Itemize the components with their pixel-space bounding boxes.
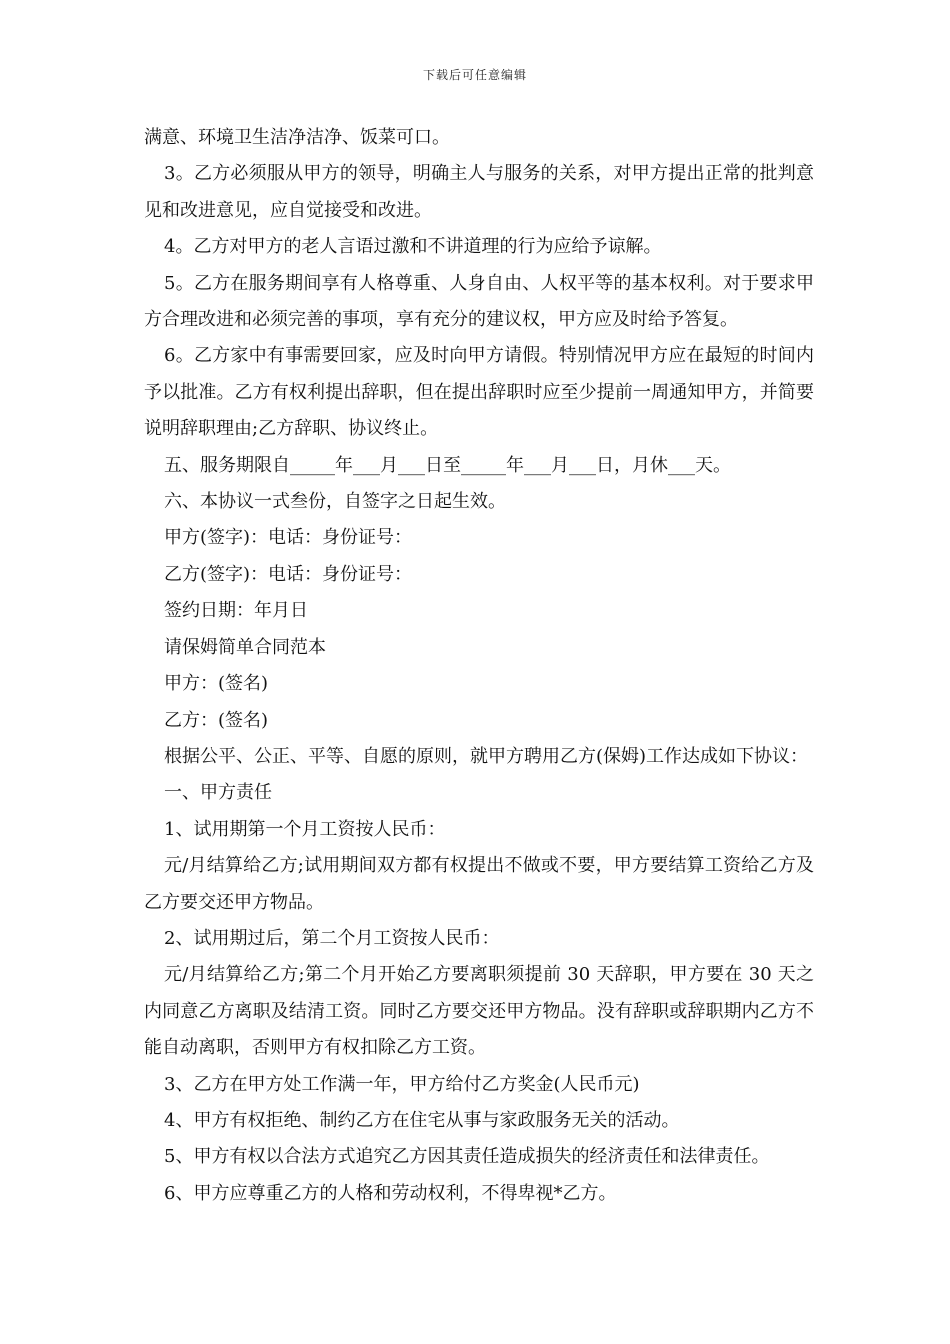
paragraph-19: 3、乙方在甲方处工作满一年，甲方给付乙方奖金(人民币元) <box>164 1073 640 1095</box>
paragraph-15: 1、试用期第一个月工资按人民币： <box>164 818 446 840</box>
paragraph-1: 3。乙方必须服从甲方的领导，明确主人与服务的关系，对甲方提出正常的批判意见和改进意见，应自觉接受和改进。 <box>144 163 814 221</box>
paragraph-0: 满意、环境卫生洁净洁净、饭菜可口。 <box>144 127 450 148</box>
paragraph-10: 请保姆简单合同范本 <box>164 636 326 658</box>
paragraph-7: 甲方(签字)：电话：身份证号： <box>164 527 413 549</box>
paragraph-2: 4。乙方对甲方的老人言语过激和不讲道理的行为应给予谅解。 <box>164 236 662 258</box>
paragraph-12: 乙方：(签名) <box>164 709 269 731</box>
paragraph-5: 五、服务期限自_____年___月___日至_____年___月___日，月休___天。 <box>164 454 731 476</box>
paragraph-16: 元/月结算给乙方;试用期间双方都有权提出不做或不要，甲方要结算工资给乙方及乙方要交还甲方物品。 <box>144 855 814 913</box>
paragraph-4: 6。乙方家中有事需要回家，应及时向甲方请假。特别情况甲方应在最短的时间内予以批准。乙方有权利提出辞职，但在提出辞职时应至少提前一周通知甲方，并简要说明辞职理由;乙方辞职、协议终止。 <box>144 345 814 440</box>
paragraph-9: 签约日期：年月日 <box>164 600 308 622</box>
document-body <box>144 120 814 1212</box>
page-header-note: 下载后可任意编辑 <box>422 68 527 82</box>
paragraph-20: 4、甲方有权拒绝、制约乙方在住宅从事与家政服务无关的活动。 <box>164 1109 680 1131</box>
paragraph-6: 六、本协议一式叁份，自签字之日起生效。 <box>164 491 506 513</box>
paragraph-21: 5、甲方有权以合法方式追究乙方因其责任造成损失的经济责任和法律责任。 <box>164 1146 770 1168</box>
paragraph-8: 乙方(签字)：电话：身份证号： <box>164 563 413 585</box>
paragraph-11: 甲方：(签名) <box>164 673 269 695</box>
paragraph-18: 元/月结算给乙方;第二个月开始乙方要离职须提前 30 天辞职，甲方要在 30 天之内同意乙方离职及结清工资。同时乙方要交还甲方物品。没有辞职或辞职期内乙方不能自动离职，否则甲方有权扣除乙方工资。 <box>144 964 814 1059</box>
paragraph-17: 2、试用期过后，第二个月工资按人民币： <box>164 927 500 949</box>
paragraph-22: 6、甲方应尊重乙方的人格和劳动权利，不得卑视*乙方。 <box>164 1182 617 1204</box>
paragraph-13: 根据公平、公正、平等、自愿的原则，就甲方聘用乙方(保姆)工作达成如下协议： <box>164 745 809 767</box>
paragraph-3: 5。乙方在服务期间享有人格尊重、人身自由、人权平等的基本权利。对于要求甲方合理改进和必须完善的事项，享有充分的建议权，甲方应及时给予答复。 <box>144 272 814 331</box>
paragraph-14: 一、甲方责任 <box>164 782 272 804</box>
